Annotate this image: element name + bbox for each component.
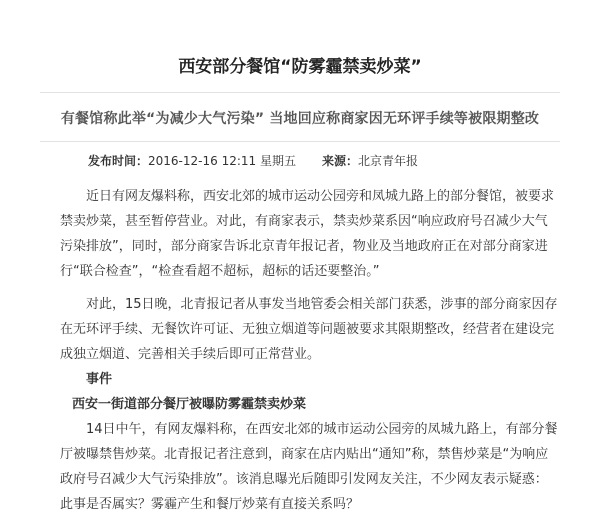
paragraph-event: 14日中午，有网友爆料称，在西安北郊的城市运动公园旁的凤城九路上，有部分餐厅被曝禁售炒菜。北青报记者注意到，商家在店内贴出“通知”称，禁售炒菜是“为响应政府号召减少大气污染排放”。该消息曝光后随即引发网友关注，不少网友表示疑惑：此事是否属实？雾霾产生和餐厅炒菜有直接关系吗？ [60,422,558,512]
source-label: 来源： [321,154,358,168]
section-heading: 事件 [86,372,113,387]
paragraph-response: 对此，15日晚，北青报记者从事发当地管委会相关部门获悉，涉事的部分商家因存在无环评手续、无餐饮许可证、无独立烟道等问题被要求其限期整改，经营者在建设完成独立烟道、完善相关手续后即可正常营业。 [60,297,558,362]
publish-time: 2016-12-16 12:11 星期五 [148,154,296,168]
title-divider [40,92,560,93]
source-name: 北京青年报 [357,154,418,168]
article-meta [88,152,418,169]
article-body [60,184,560,525]
paragraph-intro: 近日有网友爆料称，西安北郊的城市运动公园旁和凤城九路上的部分餐馆，被要求禁卖炒菜，甚至暂停营业。对此，有商家表示，禁卖炒菜系因“响应政府号召减少大气污染排放”，同时，部分商家告诉北京青年报记者，物业及当地政府正在对部分商家进行“联合检查”，“检查看超不超标，超标的话还要整治。” [60,189,555,279]
subtitle-divider [40,141,560,142]
publish-time-label: 发布时间： [88,154,149,168]
article-title: 西安部分餐馆“防雾霾禁卖炒菜” [178,57,422,77]
sub-heading: 西安一街道部分餐厅被曝防雾霾禁卖炒菜 [72,397,307,412]
article-subtitle: 有餐馆称此举“为减少大气污染” 当地回应称商家因无环评手续等被限期整改 [60,111,540,127]
